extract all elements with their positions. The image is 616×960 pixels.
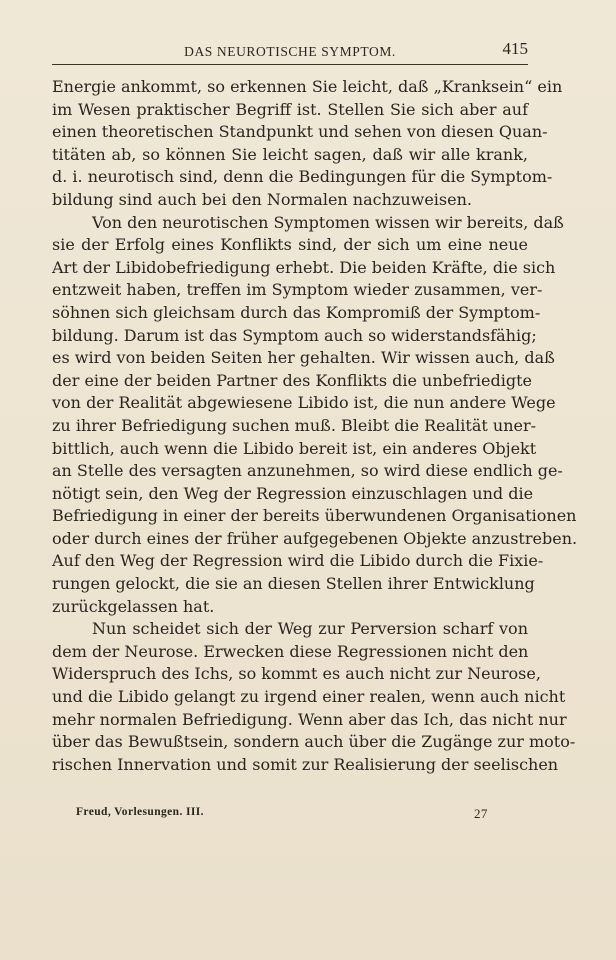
sheet-number: 27 xyxy=(474,806,488,821)
page-header xyxy=(52,38,528,65)
running-head: DAS NEUROTISCHE SYMPTOM. xyxy=(184,44,396,59)
text-line: söhnen sich gleichsam durch das Kompromiß der Symptom- xyxy=(52,302,541,322)
text-line: oder durch eines der früher aufgegebenen Objekte anzustreben. xyxy=(52,528,578,548)
text-line: titäten ab, so können Sie leicht sagen, daß wir alle krank, xyxy=(52,144,528,164)
text-line: zu ihrer Befriedigung suchen muß. Bleibt die Realität uner- xyxy=(52,415,537,435)
text-line: bildung. Darum ist das Symptom auch so widerstandsfähig; xyxy=(52,325,537,345)
text-line: rungen gelockt, die sie an diesen Stellen ihrer Entwicklung xyxy=(52,574,535,594)
text-line: im Wesen praktischer Begriff ist. Stellen Sie sich aber auf xyxy=(52,99,528,119)
text-line: d. i. neurotisch sind, denn die Bedingungen für die Symptom- xyxy=(52,167,553,187)
text-line: rischen Innervation und somit zur Realisierung der seelischen xyxy=(52,754,559,774)
text-line: über das Bewußtsein, sondern auch über die Zugänge zur moto- xyxy=(52,732,576,752)
text-line: bildung sind auch bei den Normalen nachzuweisen. xyxy=(52,189,472,209)
text-line: an Stelle des versagten anzunehmen, so wird diese endlich ge- xyxy=(52,461,563,481)
text-line: es wird von beiden Seiten her gehalten. Wir wissen auch, daß xyxy=(52,348,555,368)
page-number: 415 xyxy=(502,39,528,58)
page-footer xyxy=(76,806,528,826)
text-line: Widerspruch des Ichs, so kommt es auch nicht zur Neurose, xyxy=(52,664,541,684)
signature-mark: Freud, Vorlesungen. III. xyxy=(76,806,204,818)
text-line: Von den neurotischen Symptomen wissen wir bereits, daß xyxy=(92,212,564,232)
text-line: entzweit haben, treffen im Symptom wieder zusammen, ver- xyxy=(52,280,543,300)
text-line: Nun scheidet sich der Weg zur Perversion scharf von xyxy=(92,619,528,639)
text-line: Auf den Weg der Regression wird die Libido durch die Fixie- xyxy=(52,551,544,571)
text-line: mehr normalen Befriedigung. Wenn aber das Ich, das nicht nur xyxy=(52,709,567,729)
text-line: sie der Erfolg eines Konflikts sind, der sich um eine neue xyxy=(52,235,528,255)
text-line: Energie ankommt, so erkennen Sie leicht, daß „Kranksein“ ein xyxy=(52,77,563,96)
text-line: nötigt sein, den Weg der Regression einzuschlagen und die xyxy=(52,483,534,503)
text-line: dem der Neurose. Erwecken diese Regressionen nicht den xyxy=(52,641,529,661)
text-line: einen theoretischen Standpunkt und sehen von diesen Quan- xyxy=(52,122,548,142)
text-line: bittlich, auch wenn die Libido bereit ist, ein anderes Objekt xyxy=(52,438,537,458)
text-line: und die Libido gelangt zu irgend einer realen, wenn auch nicht xyxy=(52,687,566,707)
text-line: der eine der beiden Partner des Konflikts die unbefriedigte xyxy=(52,370,533,390)
text-line: Art der Libidobefriedigung erhebt. Die beiden Kräfte, die sich xyxy=(52,257,556,277)
text-line: Befriedigung in einer der bereits überwundenen Organisationen xyxy=(52,506,577,526)
text-line: von der Realität abgewiesene Libido ist, die nun andere Wege xyxy=(52,393,556,413)
body-text xyxy=(52,76,578,776)
text-line: zurückgelassen hat. xyxy=(52,596,215,616)
